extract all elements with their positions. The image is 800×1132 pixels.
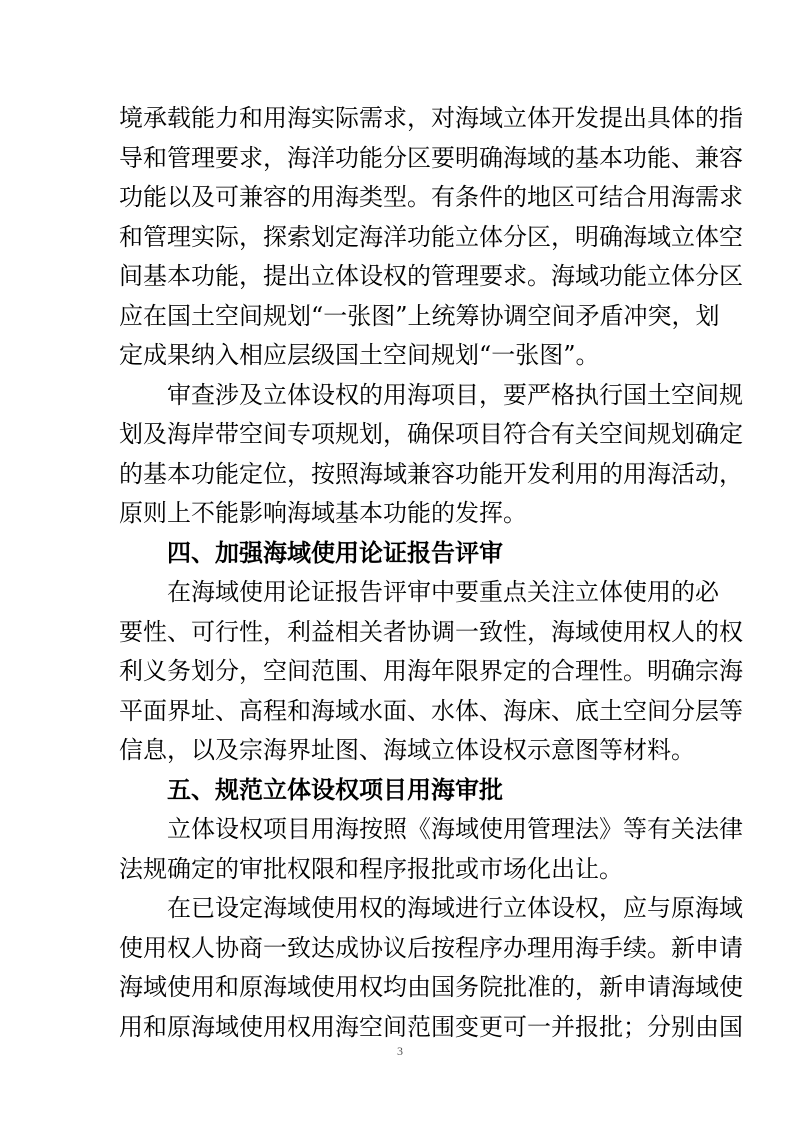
paragraph-line: 要性、可行性，利益相关者协调一致性，海域使用权人的权 xyxy=(119,617,743,646)
paragraph-line: 法规确定的审批权限和程序报批或市场化出让。 xyxy=(119,854,623,883)
paragraph-line: 定成果纳入相应层级国土空间规划“一张图”。 xyxy=(119,341,600,369)
paragraph-line: 境承载能力和用海实际需求，对海域立体开发提出具体的指 xyxy=(119,104,743,132)
paragraph-line: 立体设权项目用海按照《海域使用管理法》等有关法律 xyxy=(167,815,743,843)
paragraph-line: 审查涉及立体设权的用海项目，要严格执行国土空间规 xyxy=(167,380,743,409)
paragraph-line: 划及海岸带空间专项规划，确保项目符合有关空间规划确定 xyxy=(119,420,743,448)
page-number: 3 xyxy=(397,1044,403,1058)
paragraph-line: 使用权人协商一致达成协议后按程序办理用海手续。新申请 xyxy=(119,933,743,962)
paragraph-line: 应在国土空间规划“一张图”上统筹协调空间矛盾冲突，划 xyxy=(119,301,720,330)
paragraph-line: 原则上不能影响海域基本功能的发挥。 xyxy=(119,499,527,527)
paragraph-line: 用和原海域使用权用海空间范围变更可一并报批；分别由国 xyxy=(119,1012,743,1041)
paragraph-line: 功能以及可兼容的用海类型。有条件的地区可结合用海需求 xyxy=(119,183,743,211)
paragraph-line: 信息，以及宗海界址图、海域立体设权示意图等材料。 xyxy=(119,736,695,764)
section-heading: 五、规范立体设权项目用海审批 xyxy=(167,775,503,804)
paragraph-line: 平面界址、高程和海域水面、水体、海床、底土空间分层等 xyxy=(119,696,743,725)
paragraph-line: 利义务划分，空间范围、用海年限界定的合理性。明确宗海 xyxy=(119,657,743,685)
paragraph-line: 导和管理要求，海洋功能分区要明确海域的基本功能、兼容 xyxy=(119,143,743,172)
paragraph-line: 在海域使用论证报告评审中要重点关注立体使用的必 xyxy=(167,578,719,606)
paragraph-line: 和管理实际，探索划定海洋功能立体分区，明确海域立体空 xyxy=(119,222,743,251)
paragraph-line: 在已设定海域使用权的海域进行立体设权，应与原海域 xyxy=(167,894,743,922)
paragraph-line: 的基本功能定位，按照海域兼容功能开发利用的用海活动， xyxy=(119,459,743,488)
section-heading: 四、加强海域使用论证报告评审 xyxy=(167,538,503,567)
paragraph-line: 海域使用和原海域使用权均由国务院批准的，新申请海域使 xyxy=(119,973,743,1001)
paragraph-line: 间基本功能，提出立体设权的管理要求。海域功能立体分区 xyxy=(119,262,743,290)
